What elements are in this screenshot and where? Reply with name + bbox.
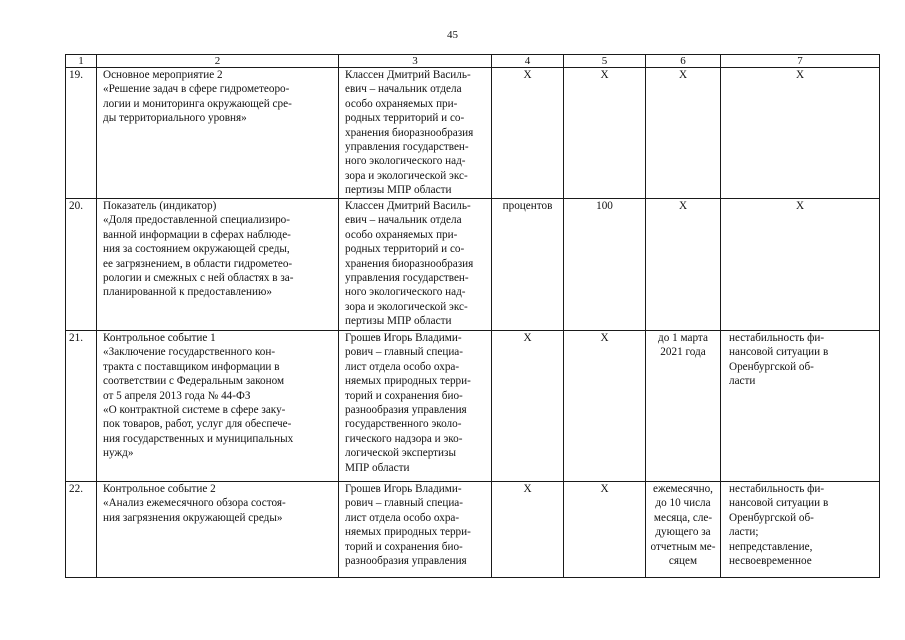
column-number: 2 <box>97 55 339 68</box>
row-number: 22. <box>66 482 97 578</box>
event-cell: Контрольное событие 2 «Анализ ежемесячного обзора состоя- ния загрязнения окружающей среды» <box>97 482 339 578</box>
column-number: 7 <box>721 55 880 68</box>
responsible-cell: Классен Дмитрий Василь- евич – начальник отдела особо охраняемых при- родных территорий и со- хранения биоразнообразия управления государствен- ного экологического над- зора и экологической экс- пертизы МПР области <box>339 68 492 199</box>
unit-cell: Х <box>492 331 564 482</box>
event-cell: Показатель (индикатор) «Доля предоставленной специализиро- ванной информации в сферах наблюде- ния за состоянием окружающей среды, ее загрязнением, в области гидрометео- рологии и смежных с ней областях в за- планированной к предоставлению» <box>97 199 339 331</box>
column-number: 1 <box>66 55 97 68</box>
deadline-cell: Х <box>646 199 721 331</box>
page-number: 45 <box>447 29 458 41</box>
risks-cell: нестабильность фи- нансовой ситуации в Оренбургской об- ласти; непредставление, несвоевременное <box>721 482 880 578</box>
event-cell: Основное мероприятие 2 «Решение задач в сфере гидрометеоро- логии и мониторинга окружающей сре- ды территориального уровня» <box>97 68 339 199</box>
column-number-row <box>66 55 880 68</box>
row-number: 21. <box>66 331 97 482</box>
responsible-cell: Грошев Игорь Владими- рович – главный специа- лист отдела особо охра- няемых природных терри- торий и сохранения био- разнообразия управления <box>339 482 492 578</box>
unit-cell: Х <box>492 482 564 578</box>
deadline-cell: Х <box>646 68 721 199</box>
column-number: 6 <box>646 55 721 68</box>
value-cell: Х <box>564 482 646 578</box>
risks-cell: Х <box>721 68 880 199</box>
row-number: 19. <box>66 68 97 199</box>
row-number: 20. <box>66 199 97 331</box>
deadline-cell: ежемесячно, до 10 числа месяца, сле- дующего за отчетным ме- сяцем <box>646 482 721 578</box>
risks-cell: Х <box>721 199 880 331</box>
table-row <box>66 482 880 578</box>
event-cell: Контрольное событие 1 «Заключение государственного кон- тракта с поставщиком информации в соответствии с Федеральным законом от 5 апреля 2013 года № 44-ФЗ «О контрактной системе в сфере заку- пок товаров, работ, услуг для обеспече- ния государственных и муниципальных нужд» <box>97 331 339 482</box>
responsible-cell: Грошев Игорь Владими- рович – главный специа- лист отдела особо охра- няемых природных терри- торий и сохранения био- разнообразия управления государственного эколо- гического надзора и эко- логической экспертизы МПР области <box>339 331 492 482</box>
column-number: 3 <box>339 55 492 68</box>
table-row <box>66 68 880 199</box>
responsible-cell: Классен Дмитрий Василь- евич – начальник отдела особо охраняемых при- родных территорий и со- хранения биоразнообразия управления государствен- ного экологического над- зора и экологической экс- пертизы МПР области <box>339 199 492 331</box>
unit-cell: Х <box>492 68 564 199</box>
plan-table <box>65 54 880 578</box>
value-cell: Х <box>564 68 646 199</box>
column-number: 4 <box>492 55 564 68</box>
unit-cell: процентов <box>492 199 564 331</box>
column-number: 5 <box>564 55 646 68</box>
deadline-cell: до 1 марта 2021 года <box>646 331 721 482</box>
risks-cell: нестабильность фи- нансовой ситуации в Оренбургской об- ласти <box>721 331 880 482</box>
table-row <box>66 199 880 331</box>
value-cell: Х <box>564 331 646 482</box>
value-cell: 100 <box>564 199 646 331</box>
table-row <box>66 331 880 482</box>
